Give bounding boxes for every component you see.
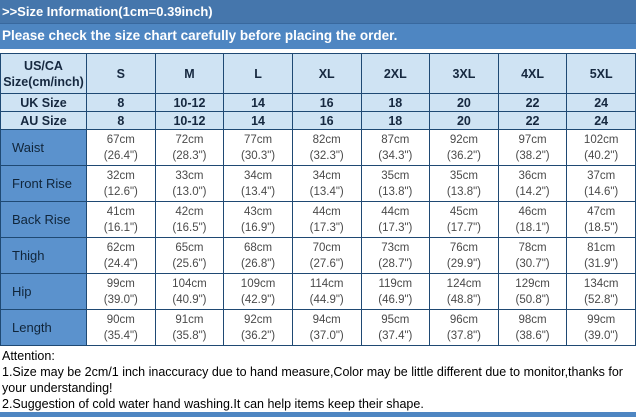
cm-value: 119cm <box>378 277 413 290</box>
size-value-cell: 14 <box>224 94 293 112</box>
measurement-cell <box>498 238 567 274</box>
inch-value: (30.3") <box>241 149 276 162</box>
cm-value: 44cm <box>312 205 341 218</box>
cm-value: 42cm <box>175 205 204 218</box>
measurement-row <box>1 202 636 238</box>
cm-value: 45cm <box>449 205 478 218</box>
measurement-cell <box>567 202 636 238</box>
size-information-title: >>Size Information(1cm=0.39inch) <box>2 4 213 19</box>
cm-value: 70cm <box>312 241 341 254</box>
measurement-cell <box>292 202 361 238</box>
measurement-cell <box>292 310 361 346</box>
inch-value: (35.8") <box>172 329 207 342</box>
cm-value: 34cm <box>312 169 341 182</box>
size-value-cell: 8 <box>87 94 156 112</box>
size-row-label: UK Size <box>1 94 87 112</box>
measurement-cell <box>155 238 224 274</box>
measurement-cell <box>430 238 499 274</box>
measurement-cell <box>87 166 156 202</box>
cm-value: 114cm <box>309 277 344 290</box>
cm-value: 33cm <box>175 169 204 182</box>
inch-value: (13.0") <box>172 185 207 198</box>
cm-value: 82cm <box>312 133 341 146</box>
size-value-cell: 24 <box>567 112 636 130</box>
inch-value: (46.9") <box>378 293 413 306</box>
measurement-cell <box>224 274 293 310</box>
measurement-cell <box>361 202 430 238</box>
inch-value: (52.8") <box>584 293 619 306</box>
size-value-cell: 16 <box>292 94 361 112</box>
cm-value: 104cm <box>172 277 207 290</box>
corner-line-2: Size(cm/inch) <box>3 74 84 89</box>
cm-value: 44cm <box>381 205 410 218</box>
inch-value: (30.7") <box>515 257 550 270</box>
measurement-row <box>1 274 636 310</box>
measurement-cell <box>292 130 361 166</box>
cm-value: 62cm <box>106 241 135 254</box>
size-row-label: AU Size <box>1 112 87 130</box>
measurement-cell <box>292 238 361 274</box>
cm-value: 90cm <box>106 313 135 326</box>
cm-value: 77cm <box>244 133 273 146</box>
inch-value: (44.9") <box>309 293 344 306</box>
size-value-cell: 22 <box>498 112 567 130</box>
cm-value: 92cm <box>244 313 273 326</box>
measurement-cell <box>361 310 430 346</box>
measurement-cell <box>430 310 499 346</box>
inch-value: (14.6") <box>584 185 619 198</box>
measurement-cell <box>430 130 499 166</box>
size-value-cell: 20 <box>430 112 499 130</box>
cm-value: 95cm <box>381 313 410 326</box>
inch-value: (26.8") <box>241 257 276 270</box>
inch-value: (13.4") <box>241 185 276 198</box>
region-size-row <box>1 112 636 130</box>
inch-value: (29.9") <box>446 257 481 270</box>
cm-value: 41cm <box>106 205 135 218</box>
cm-value: 35cm <box>449 169 478 182</box>
cm-value: 102cm <box>583 133 619 146</box>
measurement-label: Waist <box>1 130 87 166</box>
size-column-header: 3XL <box>430 54 499 94</box>
inch-value: (50.8") <box>515 293 550 306</box>
cm-value: 99cm <box>587 313 616 326</box>
inch-value: (13.4") <box>309 185 344 198</box>
inch-value: (28.7") <box>378 257 413 270</box>
cm-value: 94cm <box>312 313 341 326</box>
measurement-cell <box>87 130 156 166</box>
inch-value: (40.9") <box>172 293 207 306</box>
measurement-cell <box>498 166 567 202</box>
cm-value: 65cm <box>175 241 204 254</box>
measurement-row <box>1 310 636 346</box>
measurement-label: Back Rise <box>1 202 87 238</box>
cm-value: 124cm <box>446 277 482 290</box>
cm-value: 96cm <box>449 313 478 326</box>
cm-value: 87cm <box>381 133 410 146</box>
size-value-cell: 22 <box>498 94 567 112</box>
size-chart-table <box>0 53 636 346</box>
check-order-banner <box>0 24 636 49</box>
cm-value: 43cm <box>244 205 273 218</box>
cm-value: 129cm <box>515 277 550 290</box>
inch-value: (17.3") <box>378 221 413 234</box>
cm-value: 32cm <box>106 169 135 182</box>
size-value-cell: 8 <box>87 112 156 130</box>
cm-value: 72cm <box>175 133 204 146</box>
measurement-cell <box>292 274 361 310</box>
attention-note-1: 1.Size may be 2cm/1 inch inaccuracy due to hand measure,Color may be little different due to monitor,thanks for your understanding! <box>2 365 623 395</box>
measurement-cell <box>430 274 499 310</box>
inch-value: (37.8") <box>446 329 481 342</box>
inch-value: (12.6") <box>103 185 138 198</box>
cm-value: 109cm <box>240 277 276 290</box>
inch-value: (25.6") <box>172 257 207 270</box>
attention-section <box>0 346 636 412</box>
measurement-row <box>1 166 636 202</box>
cm-value: 37cm <box>587 169 616 182</box>
cm-value: 78cm <box>518 241 547 254</box>
inch-value: (18.1") <box>515 221 550 234</box>
inch-value: (48.8") <box>446 293 481 306</box>
measurement-cell <box>155 130 224 166</box>
cm-value: 46cm <box>518 205 547 218</box>
corner-line-1: US/CA <box>24 58 63 73</box>
measurement-cell <box>155 310 224 346</box>
cm-value: 92cm <box>449 133 478 146</box>
inch-value: (14.2") <box>515 185 550 198</box>
measurement-cell <box>224 310 293 346</box>
inch-value: (35.4") <box>103 329 138 342</box>
cm-value: 73cm <box>381 241 410 254</box>
measurement-cell <box>361 166 430 202</box>
region-size-row <box>1 94 636 112</box>
size-column-header: M <box>155 54 224 94</box>
inch-value: (39.0") <box>103 293 138 306</box>
attention-note-2: 2.Suggestion of cold water hand washing.It can help items keep their shape. <box>2 397 424 411</box>
measurement-cell <box>292 166 361 202</box>
measurement-cell <box>87 238 156 274</box>
measurement-cell <box>87 274 156 310</box>
cm-value: 34cm <box>244 169 273 182</box>
inch-value: (27.6") <box>309 257 344 270</box>
cm-value: 97cm <box>518 133 547 146</box>
measurement-cell <box>567 238 636 274</box>
size-column-header: 2XL <box>361 54 430 94</box>
inch-value: (39.0") <box>584 329 619 342</box>
size-column-header: 4XL <box>498 54 567 94</box>
size-header-row <box>1 54 636 94</box>
size-value-cell: 18 <box>361 112 430 130</box>
inch-value: (31.9") <box>584 257 619 270</box>
inch-value: (32.3") <box>309 149 344 162</box>
inch-value: (28.3") <box>172 149 207 162</box>
table-corner-label <box>1 54 87 94</box>
check-order-text: Please check the size chart carefully before placing the order. <box>2 28 398 43</box>
inch-value: (16.1") <box>103 221 138 234</box>
size-value-cell: 16 <box>292 112 361 130</box>
measurement-cell <box>224 166 293 202</box>
measurement-cell <box>155 166 224 202</box>
inch-value: (36.2") <box>446 149 481 162</box>
measurement-cell <box>87 310 156 346</box>
measurement-label: Length <box>1 310 87 346</box>
measurement-cell <box>361 238 430 274</box>
measurement-cell <box>498 202 567 238</box>
size-value-cell: 24 <box>567 94 636 112</box>
cm-value: 98cm <box>518 313 547 326</box>
measurement-cell <box>498 274 567 310</box>
measurement-row <box>1 130 636 166</box>
measurement-label: Front Rise <box>1 166 87 202</box>
cm-value: 134cm <box>583 277 619 290</box>
inch-value: (37.4") <box>378 329 413 342</box>
inch-value: (17.7") <box>446 221 481 234</box>
measurement-cell <box>567 310 636 346</box>
inch-value: (34.3") <box>378 149 413 162</box>
measurement-cell <box>361 130 430 166</box>
inch-value: (40.2") <box>584 149 619 162</box>
cm-value: 68cm <box>244 241 273 254</box>
inch-value: (38.2") <box>515 149 550 162</box>
cm-value: 67cm <box>106 133 135 146</box>
cm-value: 35cm <box>381 169 410 182</box>
measurement-cell <box>87 202 156 238</box>
size-value-cell: 20 <box>430 94 499 112</box>
inch-value: (37.0") <box>309 329 344 342</box>
size-value-cell: 10-12 <box>155 112 224 130</box>
measurement-cell <box>155 274 224 310</box>
cm-value: 76cm <box>449 241 478 254</box>
measurement-label: Hip <box>1 274 87 310</box>
measurement-cell <box>224 202 293 238</box>
size-information-bar <box>0 0 636 24</box>
size-column-header: S <box>87 54 156 94</box>
size-value-cell: 10-12 <box>155 94 224 112</box>
size-value-cell: 14 <box>224 112 293 130</box>
measurement-label: Thigh <box>1 238 87 274</box>
measurement-cell <box>567 166 636 202</box>
measurement-cell <box>155 202 224 238</box>
inch-value: (13.8") <box>378 185 413 198</box>
cm-value: 36cm <box>518 169 547 182</box>
inch-value: (16.5") <box>172 221 207 234</box>
inch-value: (16.9") <box>241 221 276 234</box>
measurement-cell <box>498 310 567 346</box>
inch-value: (26.4") <box>103 149 138 162</box>
cm-value: 47cm <box>587 205 616 218</box>
measurement-cell <box>498 130 567 166</box>
bottom-strip <box>0 412 636 417</box>
measurement-cell <box>567 130 636 166</box>
measurement-row <box>1 238 636 274</box>
measurement-cell <box>430 202 499 238</box>
measurement-cell <box>361 274 430 310</box>
measurement-cell <box>224 130 293 166</box>
inch-value: (38.6") <box>515 329 550 342</box>
size-value-cell: 18 <box>361 94 430 112</box>
size-column-header: L <box>224 54 293 94</box>
inch-value: (17.3") <box>309 221 344 234</box>
inch-value: (42.9") <box>241 293 276 306</box>
inch-value: (18.5") <box>584 221 619 234</box>
inch-value: (24.4") <box>103 257 138 270</box>
cm-value: 91cm <box>175 313 204 326</box>
inch-value: (36.2") <box>241 329 276 342</box>
size-column-header: XL <box>292 54 361 94</box>
measurement-cell <box>567 274 636 310</box>
cm-value: 99cm <box>106 277 135 290</box>
inch-value: (13.8") <box>446 185 481 198</box>
cm-value: 81cm <box>587 241 616 254</box>
measurement-cell <box>430 166 499 202</box>
measurement-cell <box>224 238 293 274</box>
size-column-header: 5XL <box>567 54 636 94</box>
attention-heading: Attention: <box>2 349 55 363</box>
